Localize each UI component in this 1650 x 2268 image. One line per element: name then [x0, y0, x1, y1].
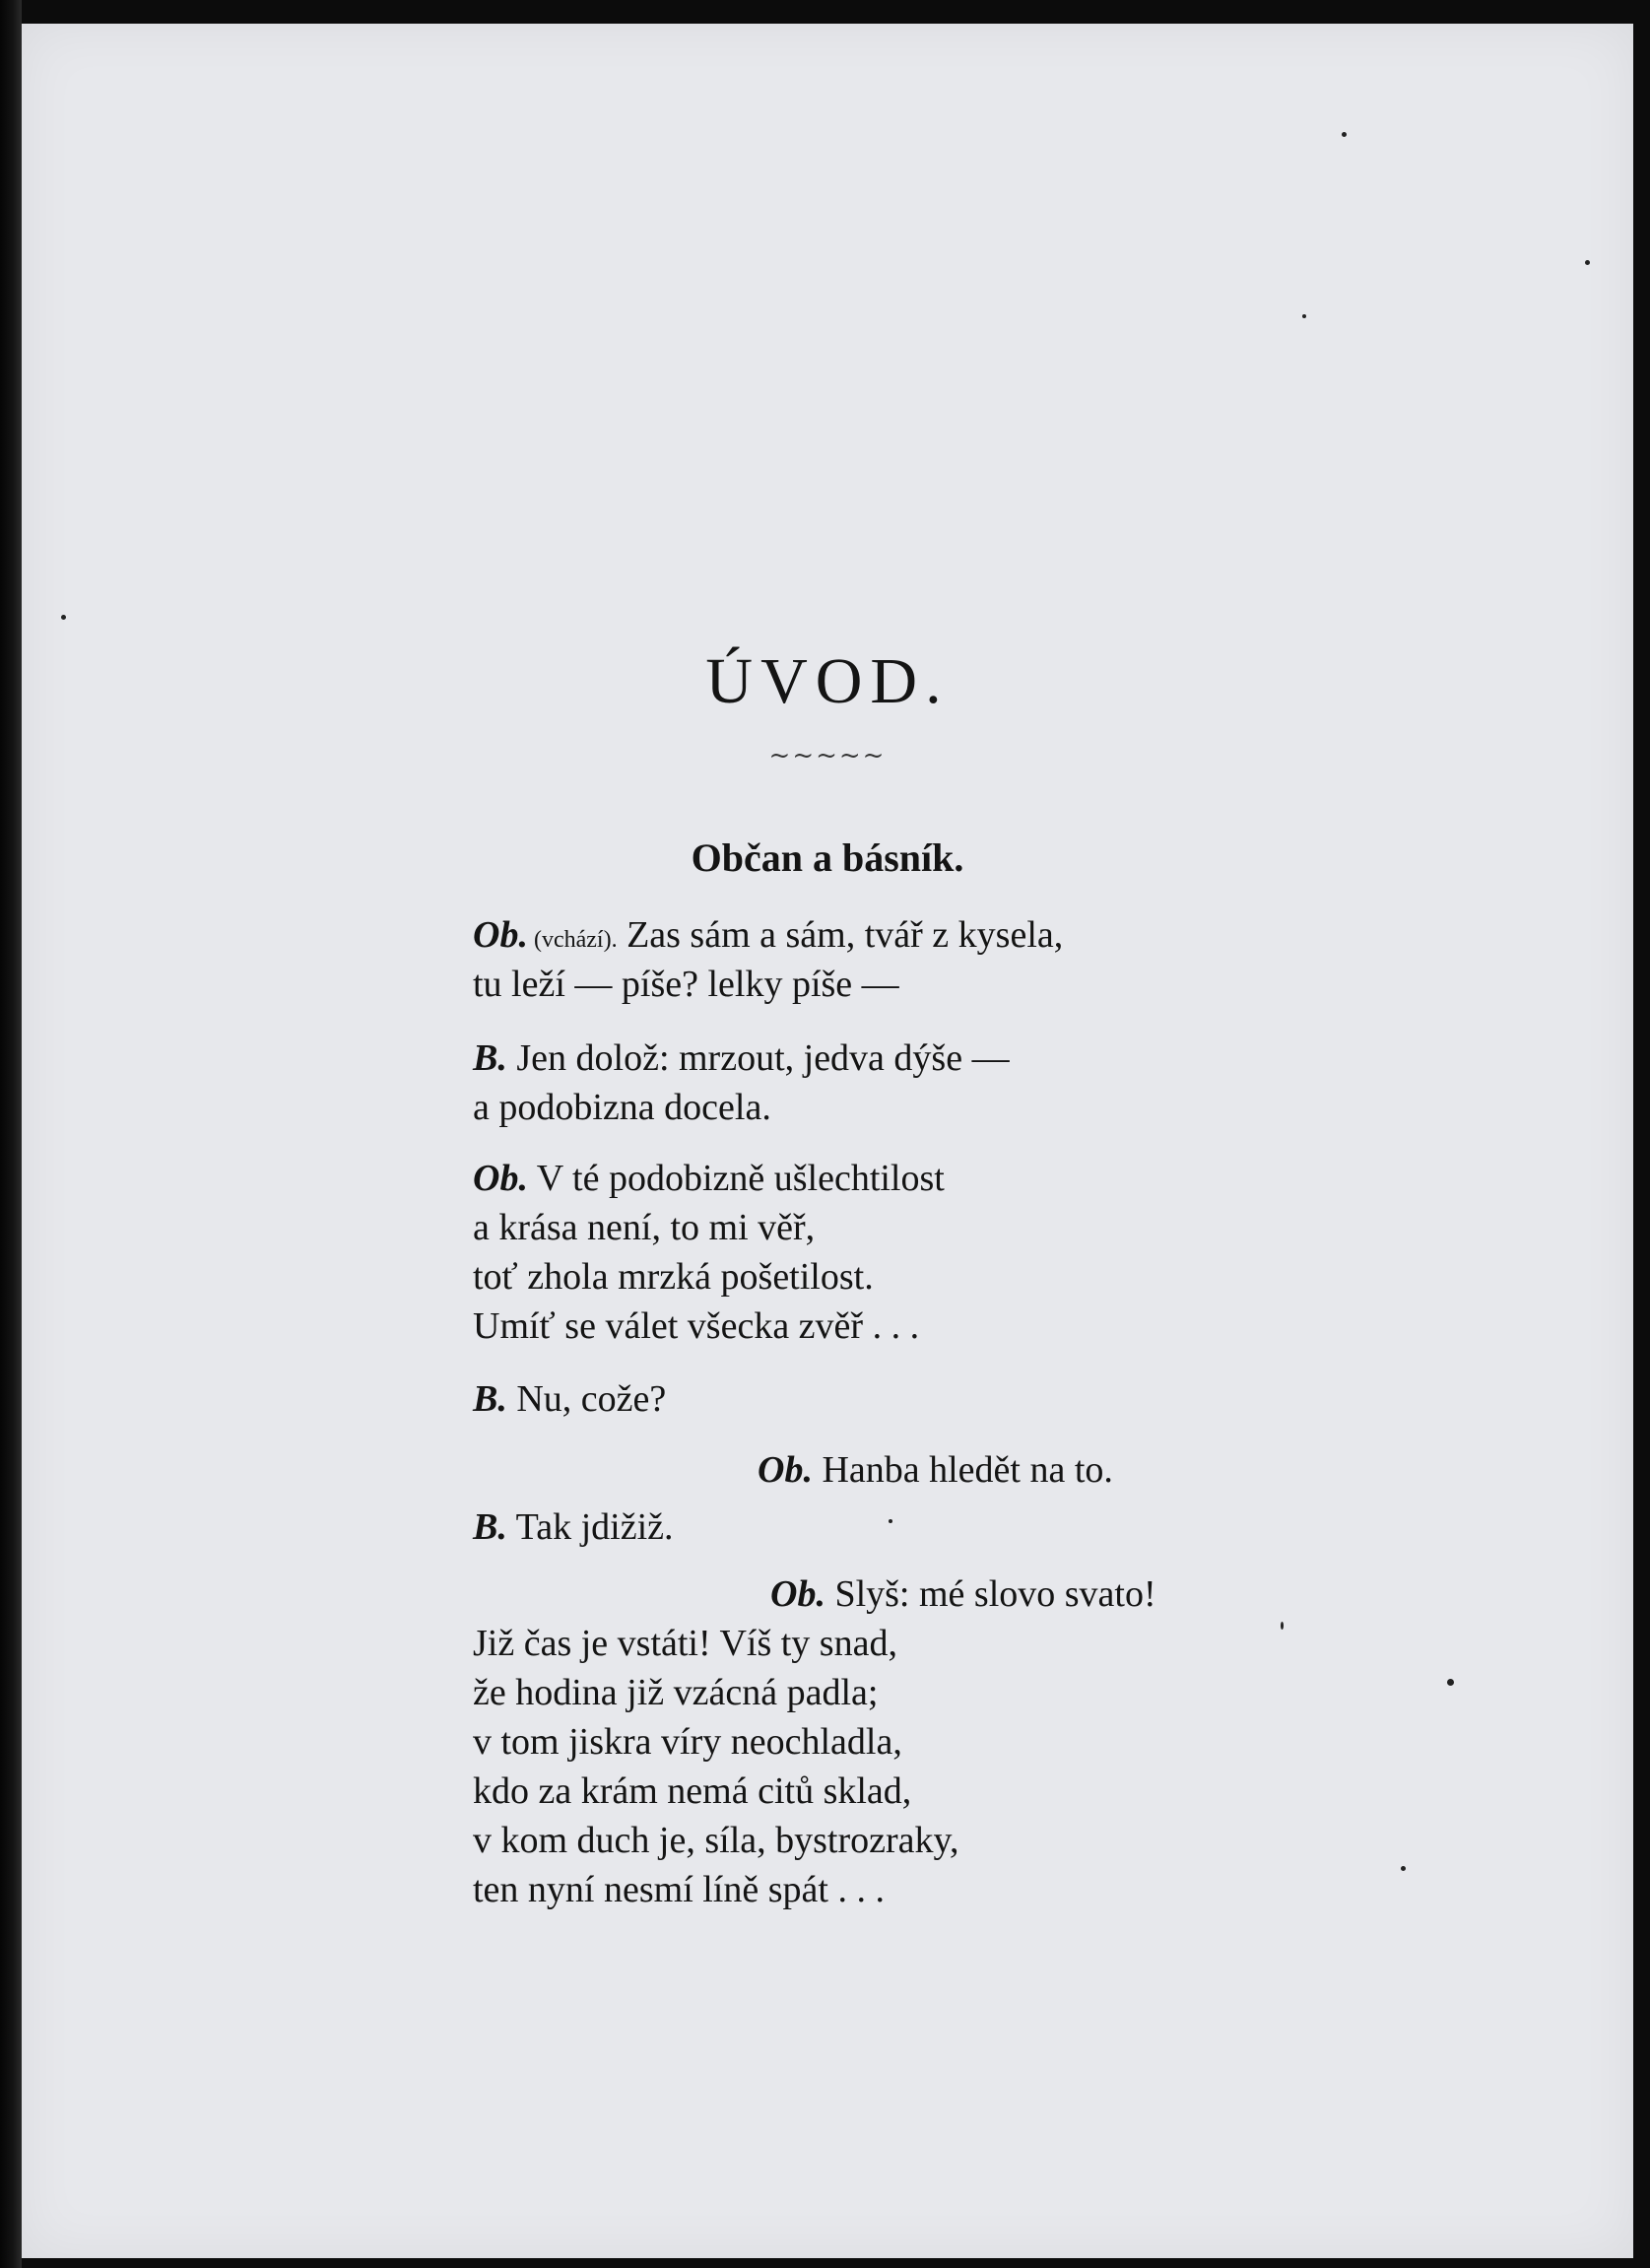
- speaker-label: Ob.: [758, 1449, 813, 1491]
- paper-speck: [1585, 260, 1590, 265]
- dialogue-line: [473, 1086, 771, 1129]
- speaker-label: Ob.: [770, 1573, 825, 1615]
- page-content: [22, 24, 1633, 2258]
- dialogue-line: [473, 1622, 897, 1665]
- paper-speck: [1281, 1622, 1284, 1630]
- dialogue-line: [770, 1572, 1156, 1616]
- line-text: kdo za krám nemá citů sklad,: [473, 1770, 912, 1812]
- line-text: toť zhola mrzká pošetilost.: [473, 1256, 874, 1298]
- section-subtitle: Občan a básník.: [691, 835, 964, 880]
- line-text: Zas sám a sám, tvář z kysela,: [617, 914, 1064, 956]
- line-text: Jen dolož: mrzout, jedva dýše —: [506, 1037, 1010, 1079]
- speaker-label: Ob.: [473, 1158, 528, 1199]
- paper-speck: [1401, 1866, 1406, 1871]
- paper-speck: [1342, 132, 1347, 137]
- speaker-label: Ob.: [473, 914, 528, 956]
- line-text: a podobizna docela.: [473, 1087, 771, 1128]
- dialogue-line: [473, 1671, 878, 1714]
- paper-speck: [61, 615, 66, 620]
- line-text: v kom duch je, síla, bystrozraky,: [473, 1820, 959, 1861]
- dialogue-line: [473, 1036, 1010, 1080]
- dialogue-line: [473, 1505, 674, 1549]
- dialogue-line: [473, 1769, 911, 1813]
- dialogue-line: [473, 1720, 902, 1764]
- line-text: V té podobizně ušlechtilost: [527, 1158, 945, 1199]
- line-text: v tom jiskra víry neochladla,: [473, 1721, 902, 1763]
- line-text: Slyš: mé slovo svato!: [825, 1573, 1156, 1615]
- stage-direction: (vchází).: [527, 927, 618, 953]
- dialogue-line: [473, 1157, 945, 1200]
- line-text: Umíť se válet všecka zvěř . . .: [473, 1305, 920, 1347]
- paper-speck: [889, 1519, 892, 1523]
- line-text: že hodina již vzácná padla;: [473, 1672, 879, 1713]
- line-text: Hanba hledět na to.: [812, 1449, 1113, 1491]
- speaker-label: B.: [473, 1378, 507, 1420]
- speaker-label: B.: [473, 1037, 507, 1079]
- chapter-title: ÚVOD.: [705, 645, 950, 717]
- dialogue-line: [473, 913, 1063, 957]
- dialogue-line: [473, 1819, 959, 1862]
- line-text: a krása není, to mi věř,: [473, 1207, 816, 1248]
- dialogue-line: [473, 963, 899, 1006]
- speaker-label: B.: [473, 1506, 507, 1548]
- paper-speck: [1302, 314, 1306, 318]
- dialogue-line: [473, 1304, 919, 1348]
- title-ornament: ~~~~~: [768, 741, 887, 770]
- dialogue-line: [758, 1448, 1113, 1492]
- line-text: Již čas je vstáti! Víš ty snad,: [473, 1623, 897, 1664]
- line-text: Nu, cože?: [506, 1378, 667, 1420]
- dialogue-line: [473, 1868, 885, 1911]
- paper-speck: [1447, 1679, 1454, 1686]
- book-spine-edge: [0, 0, 22, 2268]
- dialogue-line: [473, 1206, 815, 1249]
- line-text: ten nyní nesmí líně spát . . .: [473, 1869, 885, 1910]
- line-text: tu leží — píše? lelky píše —: [473, 964, 899, 1005]
- dialogue-line: [473, 1377, 666, 1421]
- book-page: [22, 24, 1633, 2258]
- dialogue-line: [473, 1255, 874, 1299]
- line-text: Tak jdižiž.: [506, 1506, 674, 1548]
